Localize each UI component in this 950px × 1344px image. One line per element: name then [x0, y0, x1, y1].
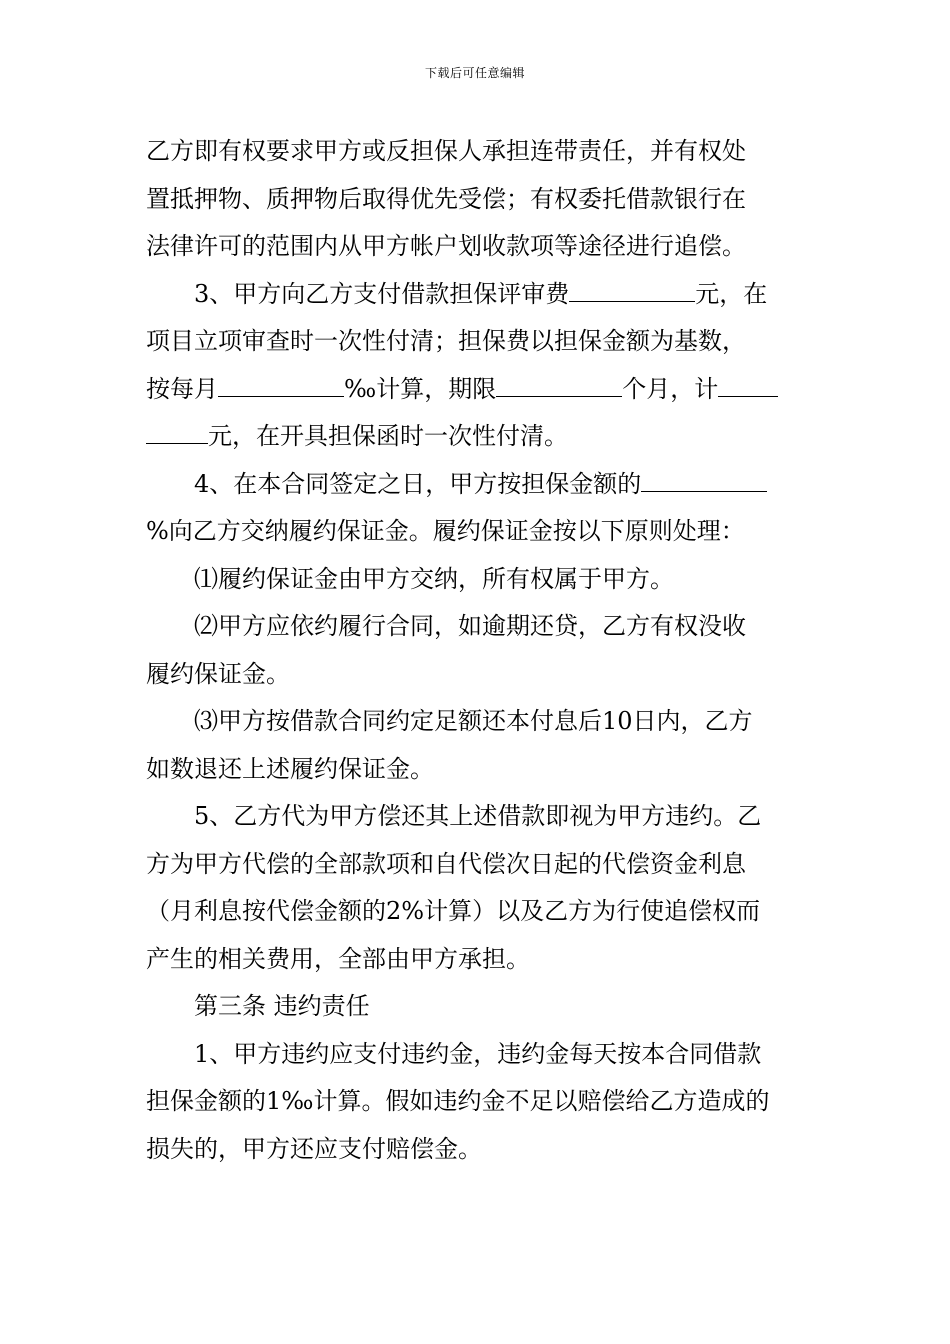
text-line: 如数退还上述履约保证金。 — [146, 754, 434, 783]
fill-blank[interactable] — [146, 421, 208, 444]
fill-blank[interactable] — [218, 374, 344, 397]
text-line: 项目立项审查时一次性付清；担保费以担保金额为基数， — [146, 327, 746, 355]
text-line — [146, 413, 808, 461]
text-line: ⑶甲方按借款合同约定足额还本付息后10日内，乙方 — [194, 707, 753, 735]
paragraph-continuation — [146, 128, 808, 271]
text-fragment: ‰计算，期限 — [344, 374, 497, 403]
text-line — [146, 366, 808, 414]
fill-blank[interactable] — [569, 279, 695, 302]
text-line: 损失的，甲方还应支付赔偿金。 — [146, 1134, 482, 1163]
paragraph-item-3 — [146, 698, 808, 793]
text-line: ⑵甲方应依约履行合同，如逾期还贷，乙方有权没收 — [194, 612, 746, 640]
text-line: ⑴履约保证金由甲方交纳，所有权属于甲方。 — [194, 564, 674, 593]
paragraph-review-fee — [146, 271, 808, 461]
paragraph-penalty — [146, 1031, 808, 1174]
text-line — [146, 271, 808, 319]
document-body — [146, 128, 808, 1173]
text-line: 产生的相关费用，全部由甲方承担。 — [146, 944, 530, 973]
text-line: 法律许可的范围内从甲方帐户划收款项等途径进行追偿。 — [146, 232, 746, 260]
text-fragment: 按每月 — [146, 374, 218, 403]
paragraph-item-1 — [146, 556, 808, 604]
text-line: 履约保证金。 — [146, 659, 290, 688]
text-line: 乙方即有权要求甲方或反担保人承担连带责任，并有权处 — [146, 137, 746, 165]
text-fragment: 个月，计 — [622, 374, 719, 403]
heading-article-3: 第三条 违约责任 — [194, 992, 370, 1020]
text-line: （月利息按代偿金额的2%计算）以及乙方为行使追偿权而 — [146, 897, 761, 925]
paragraph-deposit — [146, 461, 808, 556]
page-header: 下载后可任意编辑 — [424, 66, 525, 80]
text-line: 1、甲方违约应支付违约金，违约金每天按本合同借款 — [194, 1039, 762, 1068]
text-fragment: 元，在 — [695, 279, 768, 308]
text-line: 担保金额的1‰计算。假如违约金不足以赔偿给乙方造成的 — [146, 1087, 770, 1115]
text-fragment: 4、在本合同签定之日，甲方按担保金额的 — [194, 469, 642, 498]
text-fragment: 3、甲方向乙方支付借款担保评审费 — [194, 279, 570, 308]
paragraph-compensation — [146, 793, 808, 983]
fill-blank[interactable] — [496, 374, 622, 397]
text-line: 方为甲方代偿的全部款项和自代偿次日起的代偿资金利息 — [146, 849, 746, 878]
section-heading — [146, 983, 808, 1031]
text-line: 5、乙方代为甲方偿还其上述借款即视为甲方违约。乙 — [194, 802, 762, 830]
fill-blank[interactable] — [641, 469, 767, 492]
text-line — [146, 461, 808, 509]
text-fragment: 元，在开具担保函时一次性付清。 — [208, 422, 568, 450]
fill-blank[interactable] — [718, 374, 778, 397]
text-line: 置抵押物、质押物后取得优先受偿；有权委托借款银行在 — [146, 184, 746, 213]
paragraph-item-2 — [146, 603, 808, 698]
text-line: %向乙方交纳履约保证金。履约保证金按以下原则处理： — [146, 517, 745, 545]
